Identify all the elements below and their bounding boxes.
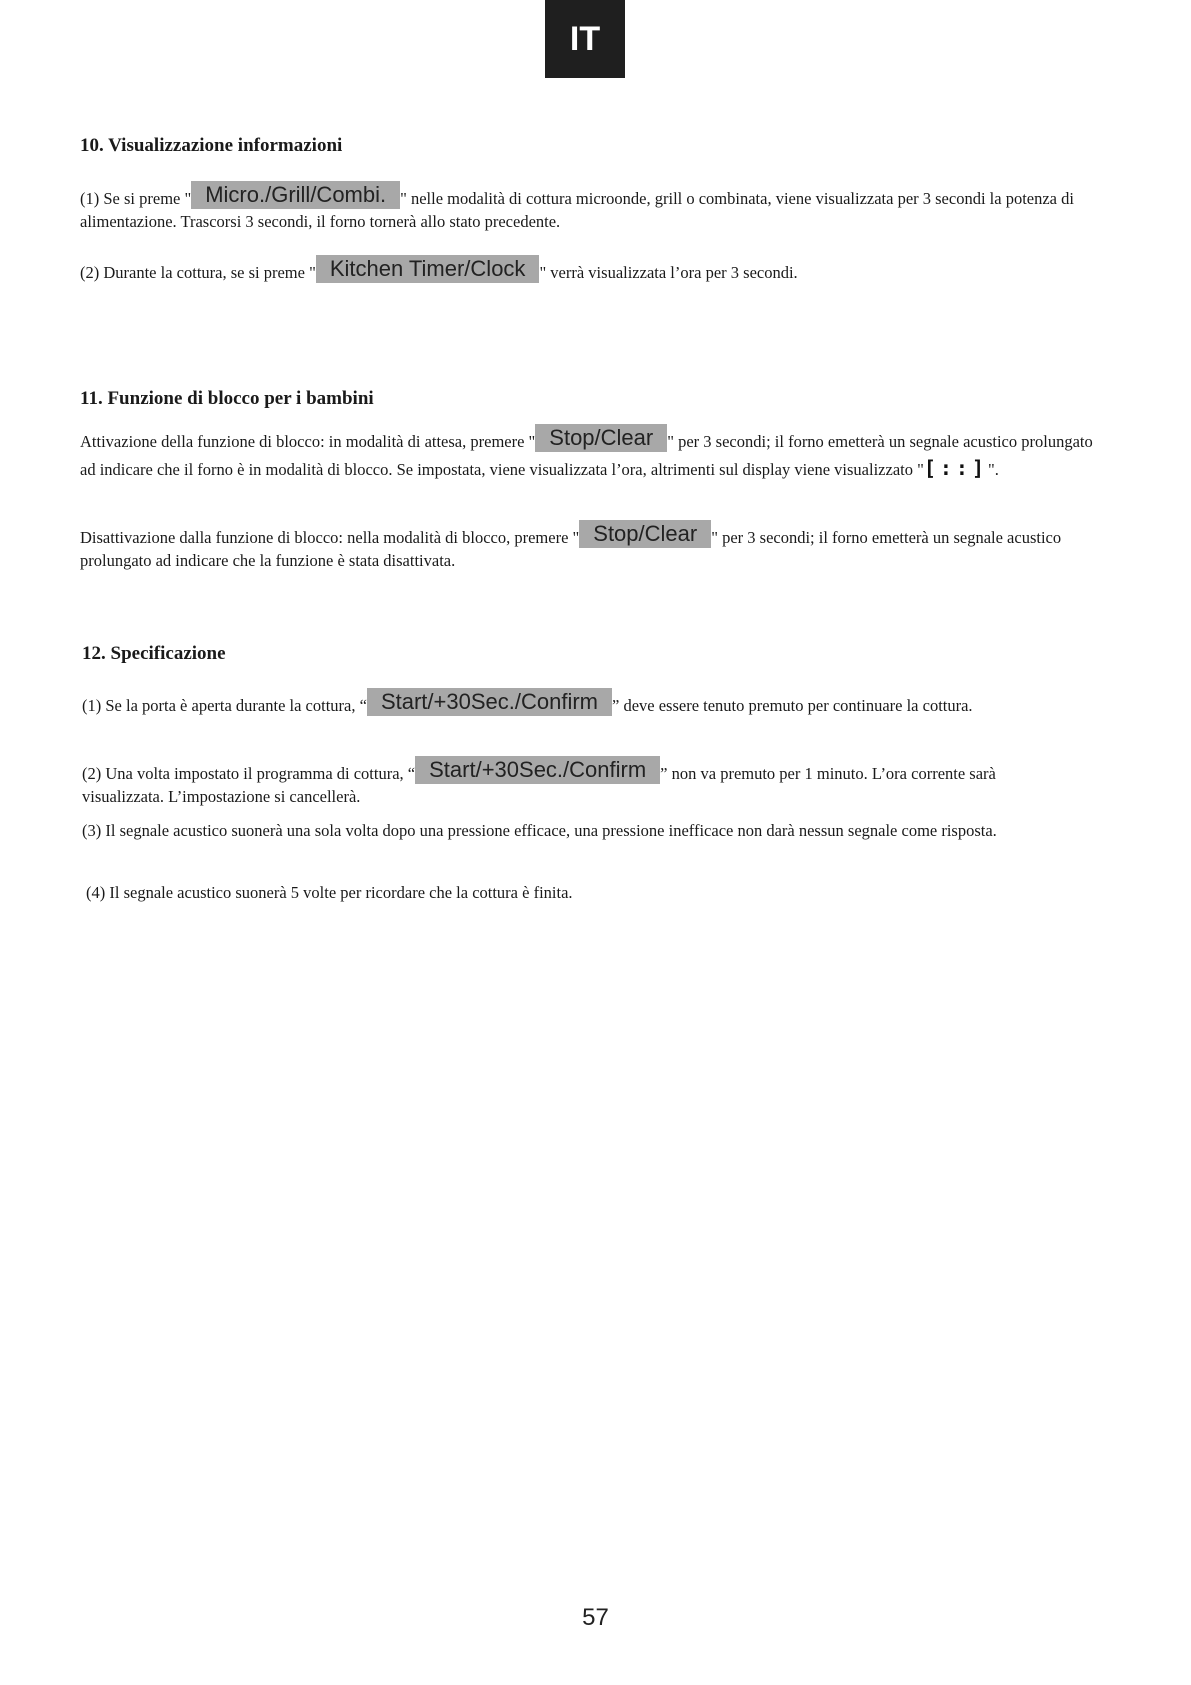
section-10-item-2 [80,257,1090,285]
s12-p2-text-a: (2) Una volta impostato il programma di cottura, “ [82,764,416,783]
section-10-item-1 [80,183,1090,233]
page-number: 57 [582,1604,609,1631]
s12-p2-text-b: ” non va premuto per 1 minuto. L’ora corrente sarà visualizzata. L’impostazione si cancellerà. [82,764,996,806]
start-30sec-confirm-key: Start/+30Sec./Confirm [367,688,612,716]
s12-p1-text-b: ” deve essere tenuto premuto per continuare la cottura. [612,696,973,715]
s11-p2-text-b: " per 3 secondi; il forno emetterà un segnale acustico prolungato ad indicare che la funzione è stata disattivata. [80,528,1062,570]
stop-clear-key-2: Stop/Clear [579,520,711,548]
s11-p1-text-b: " per 3 secondi; il forno emetterà un segnale acustico prolungato ad indicare che il forno è in modalità di blocco. Se impostata, viene visualizzata l’ora, altrimenti sul display viene visualizzato " [80,432,1093,479]
section-11-activation [80,426,1095,483]
stop-clear-key: Stop/Clear [535,424,667,452]
s10-p1-text-a: (1) Se si preme " [80,189,192,208]
s12-p1-text-a: (1) Se la porta è aperta durante la cottura, “ [82,696,367,715]
section-10-title: 10. Visualizzazione informazioni [80,135,343,156]
s10-p2-text-a: (2) Durante la cottura, se si preme " [80,263,316,282]
section-12-item-2 [82,758,1042,808]
section-12-item-4: (4) Il segnale acustico suonerà 5 volte per ricordare che la cottura è finita. [86,883,573,902]
kitchen-timer-clock-key: Kitchen Timer/Clock [316,255,540,283]
start-30sec-confirm-key-2: Start/+30Sec./Confirm [415,756,660,784]
section-11-title: 11. Funzione di blocco per i bambini [80,388,374,409]
lock-display-icon: [::] [923,456,989,480]
s10-p2-text-b: " verrà visualizzata l’ora per 3 secondi. [539,263,798,282]
s11-p1-text-c: ". [988,460,999,479]
micro-grill-combi-key: Micro./Grill/Combi. [191,181,400,209]
section-12-title: 12. Specificazione [82,643,226,664]
section-11-deactivation [80,522,1100,572]
s11-p2-text-a: Disattivazione dalla funzione di blocco: nella modalità di blocco, premere " [80,528,580,547]
s11-p1-text-a: Attivazione della funzione di blocco: in modalità di attesa, premere " [80,432,536,451]
section-12-item-3: (3) Il segnale acustico suonerà una sola volta dopo una pressione efficace, una pressione inefficace non darà nessun segnale come risposta. [82,821,997,840]
language-tab: IT [545,0,625,78]
s10-p1-text-b: " nelle modalità di cottura microonde, grill o combinata, viene visualizzata per 3 secondi la potenza di alimentazione. Trascorsi 3 secondi, il forno tornerà allo stato precedente. [80,189,1074,231]
section-12-item-1 [82,690,1032,718]
